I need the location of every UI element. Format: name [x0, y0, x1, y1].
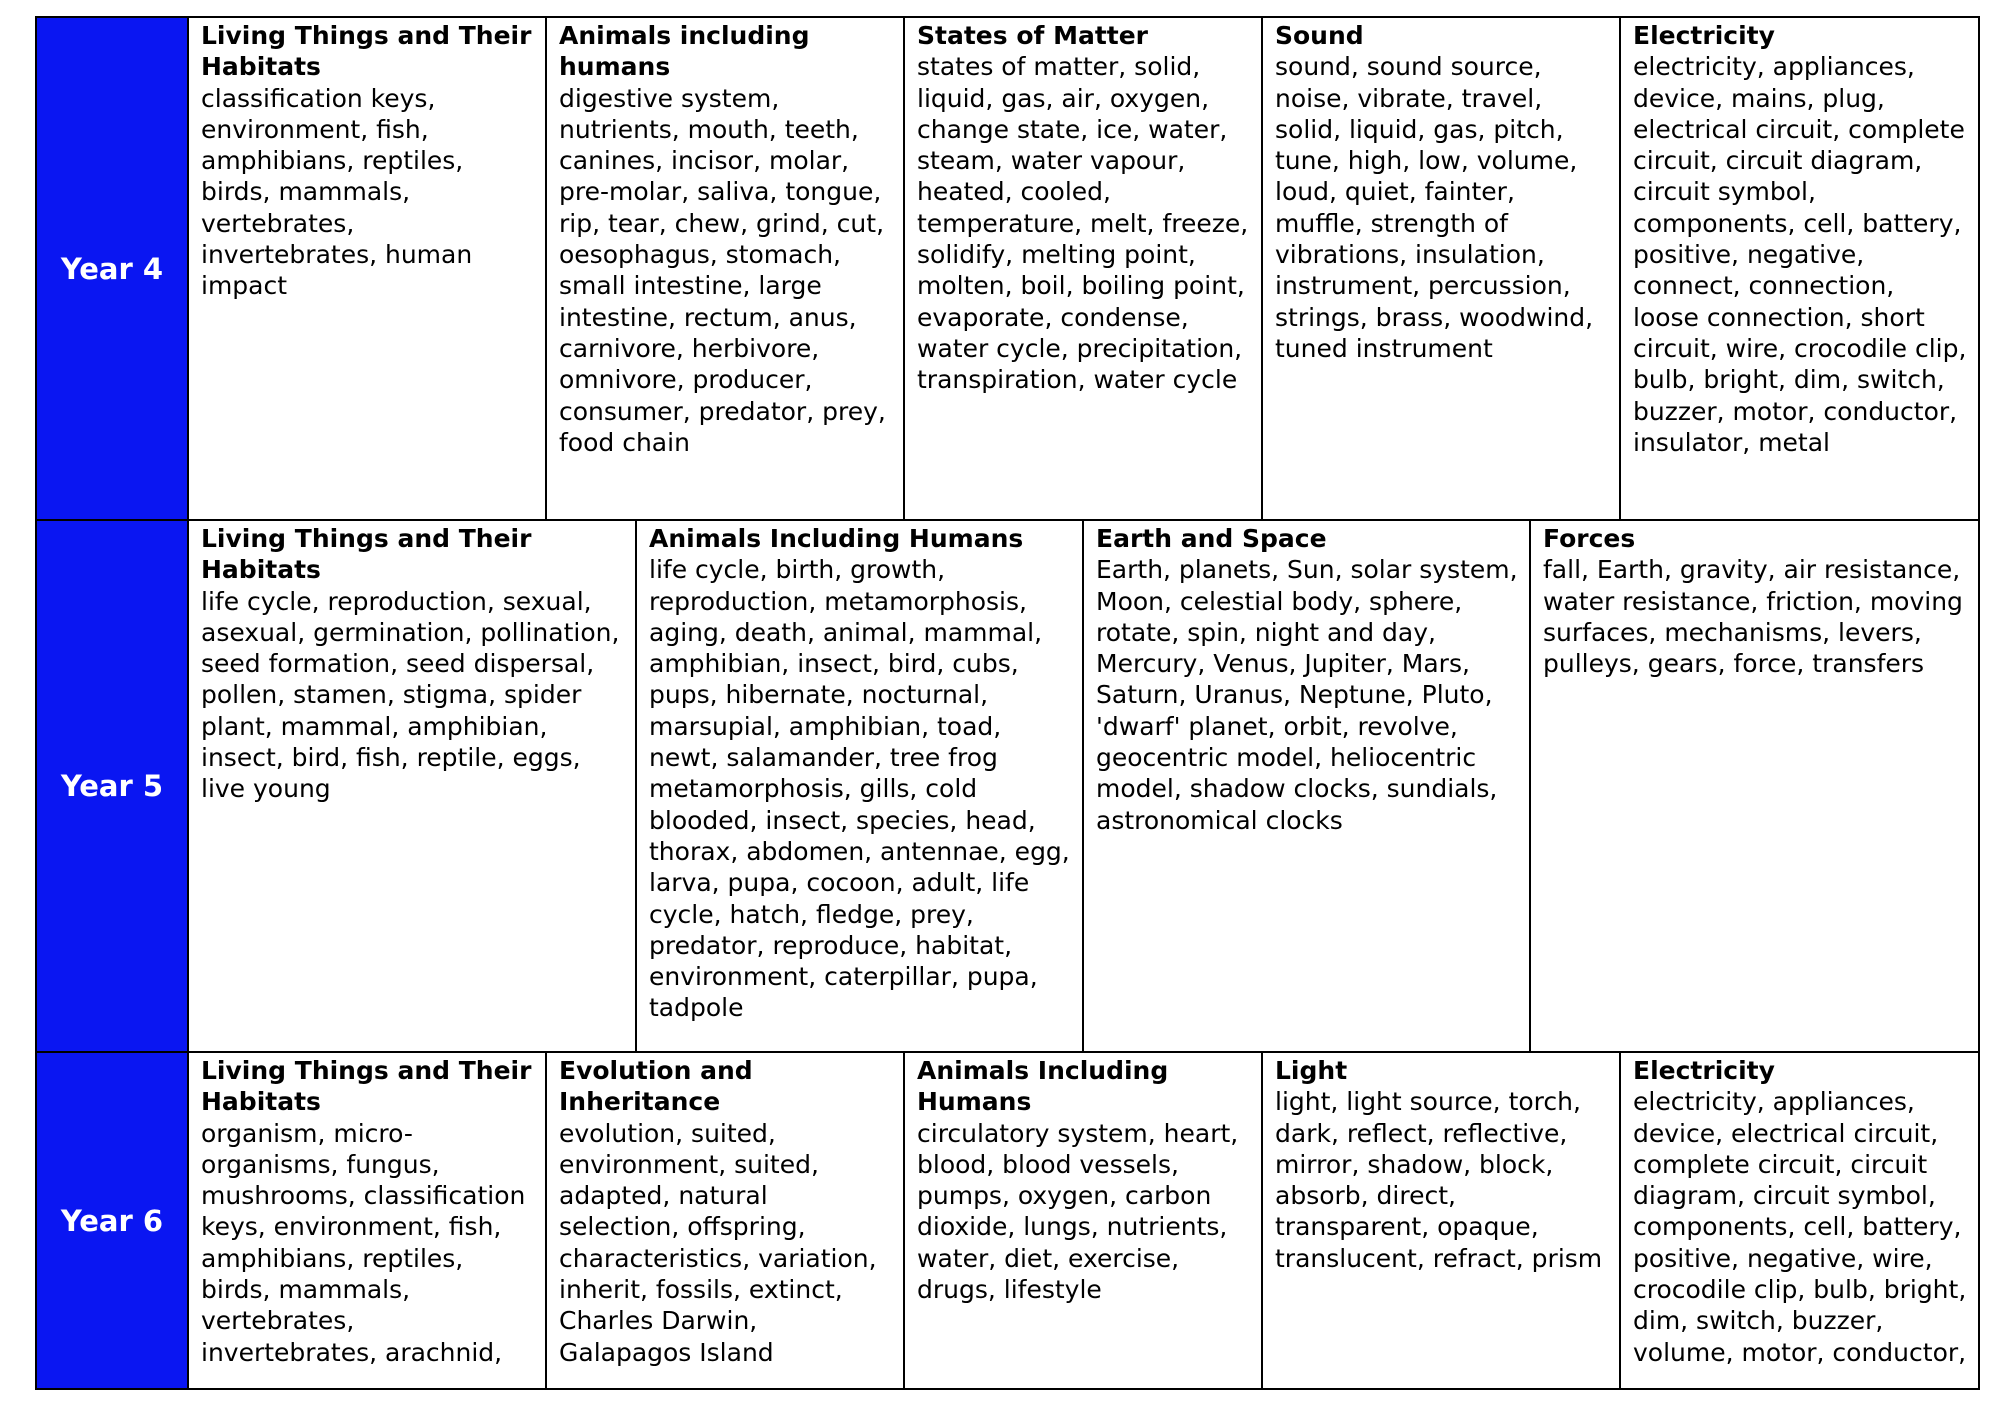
topic-vocabulary: fall, Earth, gravity, air resistance, water resistance, friction, moving surfaces, mechanisms, levers, pulleys, gears, force, transfers [1543, 555, 1963, 679]
table-row-year-5 [37, 521, 1980, 1053]
table-row-year-4 [37, 18, 1980, 521]
vocabulary-table [35, 16, 1980, 1390]
topic-cell [637, 521, 1084, 1051]
topic-title: Animals Including Humans [649, 524, 1024, 553]
year-label: Year 6 [37, 1053, 189, 1388]
topic-title: Electricity [1633, 21, 1775, 50]
topic-cell [1531, 521, 1980, 1051]
topic-vocabulary: light, light source, torch, dark, reflect, reflective, mirror, shadow, block, absorb, direct, transparent, opaque, translucent, refract, prism [1275, 1087, 1603, 1273]
topic-cells [189, 1053, 1980, 1388]
topic-vocabulary: classification keys, environment, fish, amphibians, reptiles, birds, mammals, vertebrates, invertebrates, human impact [201, 83, 473, 301]
topic-title: Living Things and Their Habitats [201, 1056, 532, 1117]
topic-title: Light [1275, 1056, 1348, 1085]
topic-title: Living Things and Their Habitats [201, 524, 532, 585]
topic-vocabulary: Earth, planets, Sun, solar system, Moon, celestial body, sphere, rotate, spin, night and day, Mercury, Venus, Jupiter, Mars, Saturn, Uranus, Neptune, Pluto, 'dwarf' planet, orbit, revolve, geocentric model, heliocentric model, shadow clocks, sundials, astronomical clocks [1096, 555, 1518, 835]
topic-vocabulary: digestive system, nutrients, mouth, teeth, canines, incisor, molar, pre-molar, saliva, tongue, rip, tear, chew, grind, cut, oesophagus, stomach, small intestine, large intestine, rectum, anus, carnivore, herbivore, omnivore, producer, consumer, predator, prey, food chain [559, 83, 886, 457]
topic-cells [189, 521, 1980, 1051]
topic-cell [547, 1053, 905, 1388]
topic-cell [905, 18, 1263, 519]
topic-cell [189, 1053, 547, 1388]
topic-title: Electricity [1633, 1056, 1775, 1085]
topic-vocabulary: states of matter, solid, liquid, gas, air, oxygen, change state, ice, water, steam, water vapour, heated, cooled, temperature, melt, freeze, solidify, melting point, molten, boil, boiling point, evaporate, condense, water cycle, precipitation, transpiration, water cycle [917, 52, 1249, 395]
topic-title: Living Things and Their Habitats [201, 21, 532, 82]
topic-vocabulary: life cycle, birth, growth, reproduction, metamorphosis, aging, death, animal, mammal, amphibian, insect, bird, cubs, pups, hibernate, nocturnal, marsupial, amphibian, toad, newt, salamander, tree frog metamorphosis, gills, cold blooded, insect, species, head, thorax, abdomen, antennae, egg, larva, pupa, cocoon, adult, life cycle, hatch, fledge, prey, predator, reproduce, habitat, environment, caterpillar, pupa, tadpole [649, 555, 1070, 1023]
topic-vocabulary: electricity, appliances, device, mains, plug, electrical circuit, complete circuit, circuit diagram, circuit symbol, components, cell, battery, positive, negative, connect, connection, loose connection, short circuit, wire, crocodile clip, bulb, bright, dim, switch, buzzer, motor, conductor, insulator, metal [1633, 52, 1967, 457]
topic-title: Animals including humans [559, 21, 810, 82]
topic-cell [1621, 18, 1980, 519]
topic-cell [1084, 521, 1531, 1051]
topic-cell [1263, 18, 1621, 519]
topic-vocabulary: circulatory system, heart, blood, blood vessels, pumps, oxygen, carbon dioxide, lungs, nutrients, water, diet, exercise, drugs, lifestyle [917, 1118, 1239, 1305]
topic-cell [1263, 1053, 1621, 1388]
topic-cell [189, 521, 637, 1051]
topic-title: Animals Including Humans [917, 1056, 1169, 1117]
year-label: Year 4 [37, 18, 189, 519]
topic-cells [189, 18, 1980, 519]
topic-vocabulary: organism, micro-organisms, fungus, mushrooms, classification keys, environment, fish, amphibians, reptiles, birds, mammals, vertebrates, invertebrates, arachnid, [201, 1118, 526, 1367]
topic-cell [189, 18, 547, 519]
topic-vocabulary: evolution, suited, environment, suited, adapted, natural selection, offspring, characteristics, variation, inherit, fossils, extinct, Charles Darwin, Galapagos Island [559, 1118, 877, 1367]
topic-vocabulary: electricity, appliances, device, electrical circuit, complete circuit, circuit diagram, circuit symbol, components, cell, battery, positive, negative, wire, crocodile clip, bulb, bright, dim, switch, buzzer, volume, motor, conductor, [1633, 1087, 1967, 1367]
topic-vocabulary: life cycle, reproduction, sexual, asexual, germination, pollination, seed formation, seed dispersal, pollen, stamen, stigma, spider plant, mammal, amphibian, insect, bird, fish, reptile, eggs, live young [201, 586, 620, 804]
topic-title: Forces [1543, 524, 1636, 553]
topic-title: Earth and Space [1096, 524, 1327, 553]
topic-cell [905, 1053, 1263, 1388]
topic-title: Evolution and Inheritance [559, 1056, 753, 1117]
topic-vocabulary: sound, sound source, noise, vibrate, travel, solid, liquid, gas, pitch, tune, high, low, volume, loud, quiet, fainter, muffle, strength of vibrations, insulation, instrument, percussion, strings, brass, woodwind, tuned instrument [1275, 52, 1594, 363]
year-label: Year 5 [37, 521, 189, 1051]
topic-cell [547, 18, 905, 519]
table-row-year-6 [37, 1053, 1980, 1390]
topic-title: States of Matter [917, 21, 1149, 50]
topic-title: Sound [1275, 21, 1364, 50]
topic-cell [1621, 1053, 1980, 1388]
